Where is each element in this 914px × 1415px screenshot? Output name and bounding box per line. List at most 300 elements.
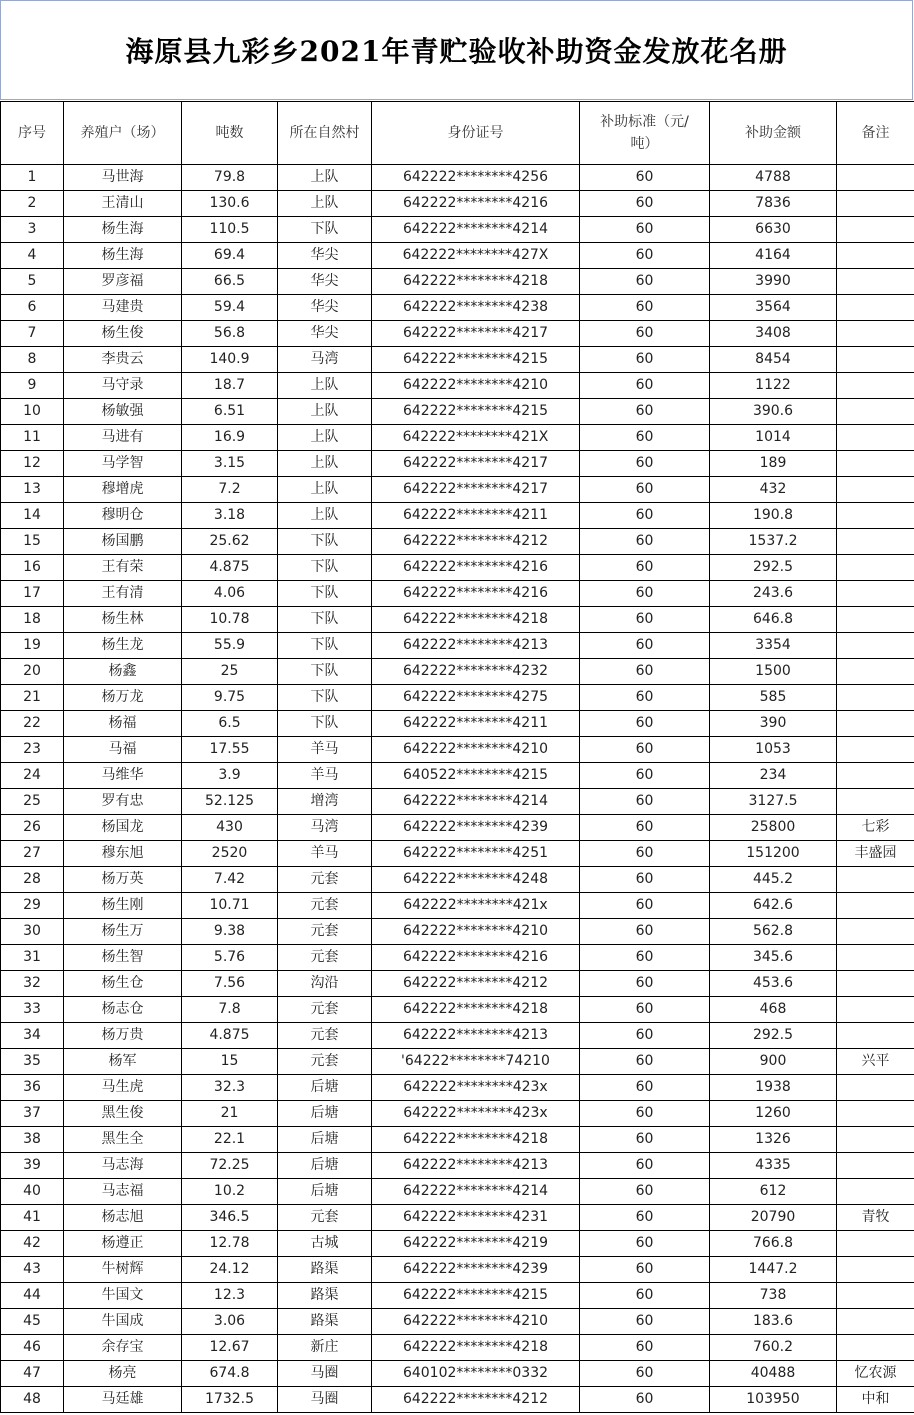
- subsidy-rate: 60: [580, 997, 710, 1023]
- remarks: [837, 1335, 914, 1361]
- subsidy-amount: 760.2: [710, 1335, 837, 1361]
- subsidy-rate: 60: [580, 1179, 710, 1205]
- row-index: 20: [1, 659, 64, 685]
- remarks: [837, 971, 914, 997]
- village: 元套: [278, 1049, 372, 1075]
- row-index: 43: [1, 1257, 64, 1283]
- id-number: 642222********421X: [372, 425, 580, 451]
- row-index: 5: [1, 269, 64, 295]
- table-row: [1, 919, 914, 945]
- subsidy-amount: 190.8: [710, 503, 837, 529]
- farmer-name: 穆明仓: [64, 503, 182, 529]
- row-index: 32: [1, 971, 64, 997]
- village: 华尖: [278, 321, 372, 347]
- table-row: [1, 1387, 914, 1413]
- remarks: [837, 919, 914, 945]
- subsidy-rate: 60: [580, 373, 710, 399]
- tonnage: 1732.5: [182, 1387, 278, 1413]
- subsidy-rate: 60: [580, 1101, 710, 1127]
- farmer-name: 杨遵正: [64, 1231, 182, 1257]
- subsidy-rate: 60: [580, 1023, 710, 1049]
- id-number: 642222********4211: [372, 503, 580, 529]
- row-index: 11: [1, 425, 64, 451]
- subsidy-amount: 151200: [710, 841, 837, 867]
- id-number: 642222********423x: [372, 1101, 580, 1127]
- tonnage: 5.76: [182, 945, 278, 971]
- row-index: 18: [1, 607, 64, 633]
- subsidy-amount: 453.6: [710, 971, 837, 997]
- tonnage: 7.2: [182, 477, 278, 503]
- table-row: [1, 1231, 914, 1257]
- id-number: 642222********4214: [372, 789, 580, 815]
- village: 下队: [278, 581, 372, 607]
- subsidy-rate: 60: [580, 789, 710, 815]
- row-index: 8: [1, 347, 64, 373]
- subsidy-amount: 1326: [710, 1127, 837, 1153]
- farmer-name: 罗有忠: [64, 789, 182, 815]
- row-index: 38: [1, 1127, 64, 1153]
- remarks: [837, 581, 914, 607]
- row-index: 34: [1, 1023, 64, 1049]
- village: 马圈: [278, 1361, 372, 1387]
- farmer-name: 杨生万: [64, 919, 182, 945]
- tonnage: 10.2: [182, 1179, 278, 1205]
- subsidy-rate: 60: [580, 945, 710, 971]
- tonnage: 9.38: [182, 919, 278, 945]
- row-index: 2: [1, 191, 64, 217]
- tonnage: 52.125: [182, 789, 278, 815]
- subsidy-amount: 7836: [710, 191, 837, 217]
- tonnage: 12.3: [182, 1283, 278, 1309]
- id-number: 642222********4248: [372, 867, 580, 893]
- subsidy-amount: 1260: [710, 1101, 837, 1127]
- remarks: [837, 1153, 914, 1179]
- table-header-row: [1, 102, 914, 165]
- row-index: 29: [1, 893, 64, 919]
- remarks: [837, 373, 914, 399]
- farmer-name: 杨志旭: [64, 1205, 182, 1231]
- row-index: 21: [1, 685, 64, 711]
- row-index: 33: [1, 997, 64, 1023]
- subsidy-amount: 183.6: [710, 1309, 837, 1335]
- village: 上队: [278, 425, 372, 451]
- tonnage: 16.9: [182, 425, 278, 451]
- tonnage: 6.51: [182, 399, 278, 425]
- subsidy-rate: 60: [580, 295, 710, 321]
- subsidy-rate: 60: [580, 1387, 710, 1413]
- id-number: 642222********4216: [372, 581, 580, 607]
- tonnage: 72.25: [182, 1153, 278, 1179]
- farmer-name: 杨亮: [64, 1361, 182, 1387]
- table-row: [1, 659, 914, 685]
- village: 路渠: [278, 1283, 372, 1309]
- farmer-name: 王有清: [64, 581, 182, 607]
- header-village: 所在自然村: [278, 102, 372, 165]
- subsidy-amount: 4788: [710, 165, 837, 191]
- id-number: 642222********4238: [372, 295, 580, 321]
- header-id-number: 身份证号: [372, 102, 580, 165]
- header-subsidy-amount: 补助金额: [710, 102, 837, 165]
- farmer-name: 牛树辉: [64, 1257, 182, 1283]
- table-row: [1, 841, 914, 867]
- row-index: 17: [1, 581, 64, 607]
- id-number: 642222********4212: [372, 529, 580, 555]
- farmer-name: 王有荣: [64, 555, 182, 581]
- remarks: [837, 451, 914, 477]
- id-number: 642222********4251: [372, 841, 580, 867]
- table-row: [1, 451, 914, 477]
- subsidy-amount: 4164: [710, 243, 837, 269]
- subsidy-rate: 60: [580, 1153, 710, 1179]
- table-row: [1, 503, 914, 529]
- subsidy-amount: 8454: [710, 347, 837, 373]
- id-number: 642222********4217: [372, 321, 580, 347]
- tonnage: 79.8: [182, 165, 278, 191]
- tonnage: 22.1: [182, 1127, 278, 1153]
- subsidy-roster-table: [0, 101, 914, 1413]
- remarks: [837, 1127, 914, 1153]
- id-number: 642222********4218: [372, 1127, 580, 1153]
- table-row: [1, 945, 914, 971]
- table-row: [1, 529, 914, 555]
- id-number: 642222********427X: [372, 243, 580, 269]
- id-number: 642222********4231: [372, 1205, 580, 1231]
- tonnage: 7.42: [182, 867, 278, 893]
- tonnage: 17.55: [182, 737, 278, 763]
- remarks: [837, 1231, 914, 1257]
- id-number: 642222********4216: [372, 945, 580, 971]
- id-number: 640522********4215: [372, 763, 580, 789]
- village: 后塘: [278, 1101, 372, 1127]
- subsidy-rate: 60: [580, 1205, 710, 1231]
- tonnage: 25.62: [182, 529, 278, 555]
- row-index: 3: [1, 217, 64, 243]
- remarks: 丰盛园: [837, 841, 914, 867]
- table-row: [1, 269, 914, 295]
- subsidy-amount: 243.6: [710, 581, 837, 607]
- subsidy-amount: 292.5: [710, 1023, 837, 1049]
- subsidy-amount: 292.5: [710, 555, 837, 581]
- table-row: [1, 633, 914, 659]
- table-row: [1, 763, 914, 789]
- farmer-name: 罗彦福: [64, 269, 182, 295]
- farmer-name: 马维华: [64, 763, 182, 789]
- subsidy-amount: 738: [710, 1283, 837, 1309]
- tonnage: 24.12: [182, 1257, 278, 1283]
- remarks: [837, 295, 914, 321]
- tonnage: 55.9: [182, 633, 278, 659]
- header-subsidy-rate: 补助标准（元/吨）: [580, 102, 710, 165]
- remarks: [837, 321, 914, 347]
- subsidy-amount: 646.8: [710, 607, 837, 633]
- id-number: 642222********4218: [372, 1335, 580, 1361]
- remarks: [837, 1309, 914, 1335]
- row-index: 35: [1, 1049, 64, 1075]
- row-index: 25: [1, 789, 64, 815]
- subsidy-rate: 60: [580, 815, 710, 841]
- table-row: [1, 373, 914, 399]
- subsidy-amount: 1938: [710, 1075, 837, 1101]
- farmer-name: 穆东旭: [64, 841, 182, 867]
- id-number: 642222********4218: [372, 607, 580, 633]
- row-index: 42: [1, 1231, 64, 1257]
- row-index: 40: [1, 1179, 64, 1205]
- row-index: 27: [1, 841, 64, 867]
- subsidy-amount: 345.6: [710, 945, 837, 971]
- remarks: [837, 1101, 914, 1127]
- subsidy-rate: 60: [580, 763, 710, 789]
- id-number: 642222********4212: [372, 1387, 580, 1413]
- village: 下队: [278, 659, 372, 685]
- table-row: [1, 971, 914, 997]
- subsidy-amount: 390: [710, 711, 837, 737]
- id-number: 642222********4213: [372, 1153, 580, 1179]
- village: 下队: [278, 555, 372, 581]
- subsidy-rate: 60: [580, 1309, 710, 1335]
- table-row: [1, 347, 914, 373]
- row-index: 14: [1, 503, 64, 529]
- village: 新庄: [278, 1335, 372, 1361]
- tonnage: 25: [182, 659, 278, 685]
- row-index: 26: [1, 815, 64, 841]
- table-row: [1, 1335, 914, 1361]
- row-index: 12: [1, 451, 64, 477]
- remarks: [837, 191, 914, 217]
- remarks: [837, 555, 914, 581]
- subsidy-amount: 468: [710, 997, 837, 1023]
- village: 后塘: [278, 1127, 372, 1153]
- subsidy-rate: 60: [580, 659, 710, 685]
- subsidy-rate: 60: [580, 477, 710, 503]
- farmer-name: 杨国鹏: [64, 529, 182, 555]
- row-index: 1: [1, 165, 64, 191]
- farmer-name: 杨万贵: [64, 1023, 182, 1049]
- id-number: 642222********4239: [372, 1257, 580, 1283]
- remarks: 忆农源: [837, 1361, 914, 1387]
- remarks: [837, 893, 914, 919]
- subsidy-rate: 60: [580, 685, 710, 711]
- tonnage: 12.67: [182, 1335, 278, 1361]
- tonnage: 6.5: [182, 711, 278, 737]
- remarks: 兴平: [837, 1049, 914, 1075]
- table-row: [1, 1049, 914, 1075]
- id-number: 642222********4217: [372, 451, 580, 477]
- id-number: 642222********4214: [372, 217, 580, 243]
- remarks: [837, 399, 914, 425]
- village: 上队: [278, 503, 372, 529]
- village: 下队: [278, 607, 372, 633]
- table-row: [1, 321, 914, 347]
- tonnage: 4.06: [182, 581, 278, 607]
- subsidy-rate: 60: [580, 165, 710, 191]
- village: 上队: [278, 191, 372, 217]
- tonnage: 10.78: [182, 607, 278, 633]
- row-index: 44: [1, 1283, 64, 1309]
- subsidy-rate: 60: [580, 1075, 710, 1101]
- farmer-name: 马学智: [64, 451, 182, 477]
- subsidy-amount: 1447.2: [710, 1257, 837, 1283]
- id-number: 642222********4256: [372, 165, 580, 191]
- remarks: [837, 945, 914, 971]
- id-number: 642222********4216: [372, 191, 580, 217]
- farmer-name: 杨万龙: [64, 685, 182, 711]
- farmer-name: 余存宝: [64, 1335, 182, 1361]
- remarks: [837, 711, 914, 737]
- subsidy-amount: 1537.2: [710, 529, 837, 555]
- subsidy-amount: 585: [710, 685, 837, 711]
- village: 羊马: [278, 737, 372, 763]
- table-row: [1, 997, 914, 1023]
- farmer-name: 杨鑫: [64, 659, 182, 685]
- subsidy-amount: 1122: [710, 373, 837, 399]
- table-row: [1, 789, 914, 815]
- village: 上队: [278, 451, 372, 477]
- subsidy-amount: 766.8: [710, 1231, 837, 1257]
- subsidy-amount: 20790: [710, 1205, 837, 1231]
- row-index: 30: [1, 919, 64, 945]
- table-row: [1, 581, 914, 607]
- subsidy-rate: 60: [580, 1335, 710, 1361]
- table-row: [1, 1309, 914, 1335]
- subsidy-amount: 3127.5: [710, 789, 837, 815]
- table-row: [1, 893, 914, 919]
- id-number: 642222********4275: [372, 685, 580, 711]
- village: 路渠: [278, 1309, 372, 1335]
- tonnage: 130.6: [182, 191, 278, 217]
- remarks: [837, 1283, 914, 1309]
- farmer-name: 杨生海: [64, 243, 182, 269]
- tonnage: 2520: [182, 841, 278, 867]
- row-index: 37: [1, 1101, 64, 1127]
- table-row: [1, 217, 914, 243]
- farmer-name: 杨生智: [64, 945, 182, 971]
- village: 元套: [278, 1023, 372, 1049]
- village: 上队: [278, 373, 372, 399]
- subsidy-amount: 445.2: [710, 867, 837, 893]
- table-row: [1, 1257, 914, 1283]
- subsidy-amount: 25800: [710, 815, 837, 841]
- remarks: [837, 503, 914, 529]
- id-number: 642222********423x: [372, 1075, 580, 1101]
- farmer-name: 杨福: [64, 711, 182, 737]
- remarks: [837, 243, 914, 269]
- table-row: [1, 165, 914, 191]
- row-index: 15: [1, 529, 64, 555]
- village: 下队: [278, 633, 372, 659]
- subsidy-rate: 60: [580, 737, 710, 763]
- id-number: 642222********4210: [372, 737, 580, 763]
- tonnage: 3.06: [182, 1309, 278, 1335]
- village: 元套: [278, 893, 372, 919]
- tonnage: 674.8: [182, 1361, 278, 1387]
- remarks: [837, 685, 914, 711]
- remarks: [837, 1257, 914, 1283]
- subsidy-amount: 1014: [710, 425, 837, 451]
- id-number: 642222********4239: [372, 815, 580, 841]
- table-row: [1, 1153, 914, 1179]
- id-number: 642222********4215: [372, 347, 580, 373]
- header-tonnage: 吨数: [182, 102, 278, 165]
- farmer-name: 杨生刚: [64, 893, 182, 919]
- farmer-name: 杨生海: [64, 217, 182, 243]
- farmer-name: 马福: [64, 737, 182, 763]
- subsidy-rate: 60: [580, 1049, 710, 1075]
- subsidy-amount: 3990: [710, 269, 837, 295]
- farmer-name: 马志福: [64, 1179, 182, 1205]
- village: 马湾: [278, 815, 372, 841]
- subsidy-amount: 612: [710, 1179, 837, 1205]
- id-number: 642222********4212: [372, 971, 580, 997]
- row-index: 22: [1, 711, 64, 737]
- subsidy-rate: 60: [580, 1361, 710, 1387]
- farmer-name: 杨国龙: [64, 815, 182, 841]
- subsidy-rate: 60: [580, 1231, 710, 1257]
- subsidy-amount: 642.6: [710, 893, 837, 919]
- tonnage: 66.5: [182, 269, 278, 295]
- id-number: 642222********4213: [372, 633, 580, 659]
- row-index: 4: [1, 243, 64, 269]
- tonnage: 7.56: [182, 971, 278, 997]
- farmer-name: 牛国文: [64, 1283, 182, 1309]
- row-index: 46: [1, 1335, 64, 1361]
- village: 古城: [278, 1231, 372, 1257]
- table-row: [1, 555, 914, 581]
- remarks: [837, 659, 914, 685]
- subsidy-amount: 3564: [710, 295, 837, 321]
- farmer-name: 马生虎: [64, 1075, 182, 1101]
- remarks: [837, 165, 914, 191]
- farmer-name: 马世海: [64, 165, 182, 191]
- table-row: [1, 867, 914, 893]
- id-number: 642222********4210: [372, 919, 580, 945]
- row-index: 48: [1, 1387, 64, 1413]
- village: 羊马: [278, 841, 372, 867]
- farmer-name: 黑生俊: [64, 1101, 182, 1127]
- subsidy-rate: 60: [580, 607, 710, 633]
- table-row: [1, 425, 914, 451]
- remarks: [837, 1179, 914, 1205]
- village: 元套: [278, 997, 372, 1023]
- tonnage: 32.3: [182, 1075, 278, 1101]
- farmer-name: 杨生龙: [64, 633, 182, 659]
- village: 上队: [278, 477, 372, 503]
- village: 华尖: [278, 295, 372, 321]
- table-row: [1, 477, 914, 503]
- remarks: [837, 529, 914, 555]
- remarks: [837, 425, 914, 451]
- id-number: 642222********4213: [372, 1023, 580, 1049]
- table-row: [1, 1205, 914, 1231]
- header-index: 序号: [1, 102, 64, 165]
- id-number: 642222********4215: [372, 1283, 580, 1309]
- subsidy-rate: 60: [580, 841, 710, 867]
- subsidy-rate: 60: [580, 555, 710, 581]
- subsidy-amount: 4335: [710, 1153, 837, 1179]
- subsidy-amount: 189: [710, 451, 837, 477]
- remarks: [837, 997, 914, 1023]
- remarks: [837, 867, 914, 893]
- subsidy-amount: 3408: [710, 321, 837, 347]
- village: 上队: [278, 399, 372, 425]
- id-number: 642222********4210: [372, 373, 580, 399]
- farmer-name: 杨生俊: [64, 321, 182, 347]
- tonnage: 10.71: [182, 893, 278, 919]
- row-index: 39: [1, 1153, 64, 1179]
- farmer-name: 马进有: [64, 425, 182, 451]
- remarks: [837, 217, 914, 243]
- tonnage: 18.7: [182, 373, 278, 399]
- subsidy-rate: 60: [580, 243, 710, 269]
